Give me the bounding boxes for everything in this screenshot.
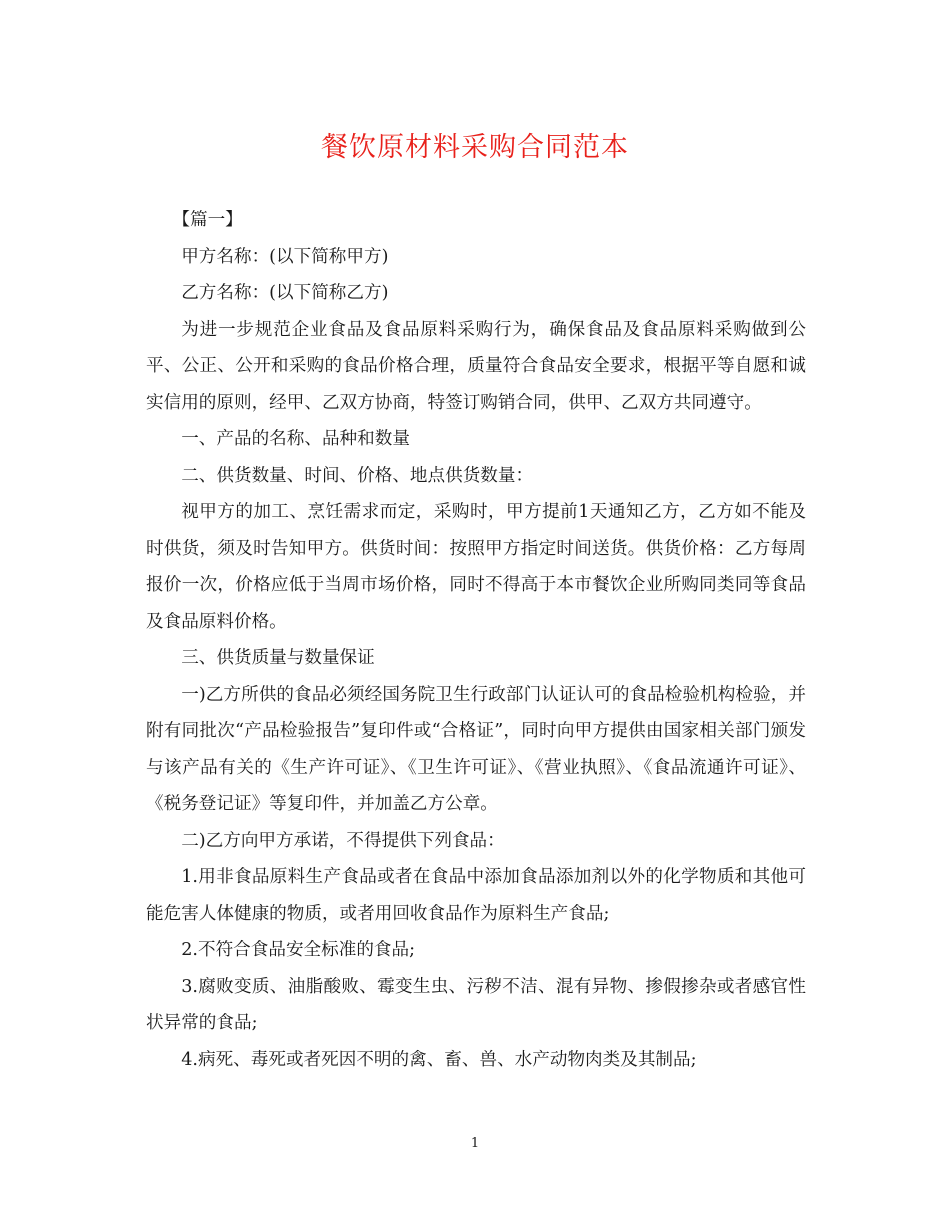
page-number: 1 xyxy=(470,1136,480,1151)
clause-heading: 二、供货数量、时间、价格、地点供货数量： xyxy=(181,465,534,486)
clause-heading: 一、产品的名称、品种和数量 xyxy=(181,429,410,449)
section-heading: 【篇一】 xyxy=(172,210,243,230)
list-item: 1.用非食品原料生产食品或者在食品中添加食品添加剂以外的化学物质和其他可能危害人体健康的物质，或者用回收食品作为原料生产食品; xyxy=(146,867,806,924)
document-title: 餐饮原材料采购合同范本 xyxy=(321,132,629,163)
paragraph: 一)乙方所供的食品必须经国务院卫生行政部门认证认可的食品检验机构检验，并附有同批次“产品检验报告”复印件或“合格证”，同时向甲方提供由国家相关部门颁发与该产品有关的《生产许可证》、《卫生许可证》、《营业执照》、《食品流通许可证》、《税务登记证》等复印件，并加盖乙方公章。 xyxy=(146,684,806,814)
paragraph: 为进一步规范企业食品及食品原料采购行为，确保食品及食品原料采购做到公平、公正、公开和采购的食品价格合理，质量符合食品安全要求，根据平等自愿和诚实信用的原则，经甲、乙双方协商，特签订购销合同，供甲、乙双方共同遵守。 xyxy=(146,319,806,413)
paragraph: 二)乙方向甲方承诺，不得提供下列食品： xyxy=(181,830,505,851)
list-item: 4.病死、毒死或者死因不明的禽、畜、兽、水产动物肉类及其制品; xyxy=(181,1049,697,1070)
clause-heading: 三、供货质量与数量保证 xyxy=(181,648,375,668)
party-b-line: 乙方名称：(以下简称乙方) xyxy=(181,283,389,303)
party-a-line: 甲方名称：(以下简称甲方) xyxy=(181,246,389,267)
paragraph: 视甲方的加工、烹饪需求而定，采购时，甲方提前1天通知乙方，乙方如不能及时供货，须及时告知甲方。供货时间：按照甲方指定时间送货。供货价格：乙方每周报价一次，价格应低于当周市场价格，同时不得高于本市餐饮企业所购同类同等食品及食品原料价格。 xyxy=(146,502,806,632)
list-item: 2.不符合食品安全标准的食品; xyxy=(181,940,416,960)
list-item: 3.腐败变质、油脂酸败、霉变生虫、污秽不洁、混有异物、掺假掺杂或者感官性状异常的食品; xyxy=(146,976,806,1033)
document-body xyxy=(146,202,806,1078)
